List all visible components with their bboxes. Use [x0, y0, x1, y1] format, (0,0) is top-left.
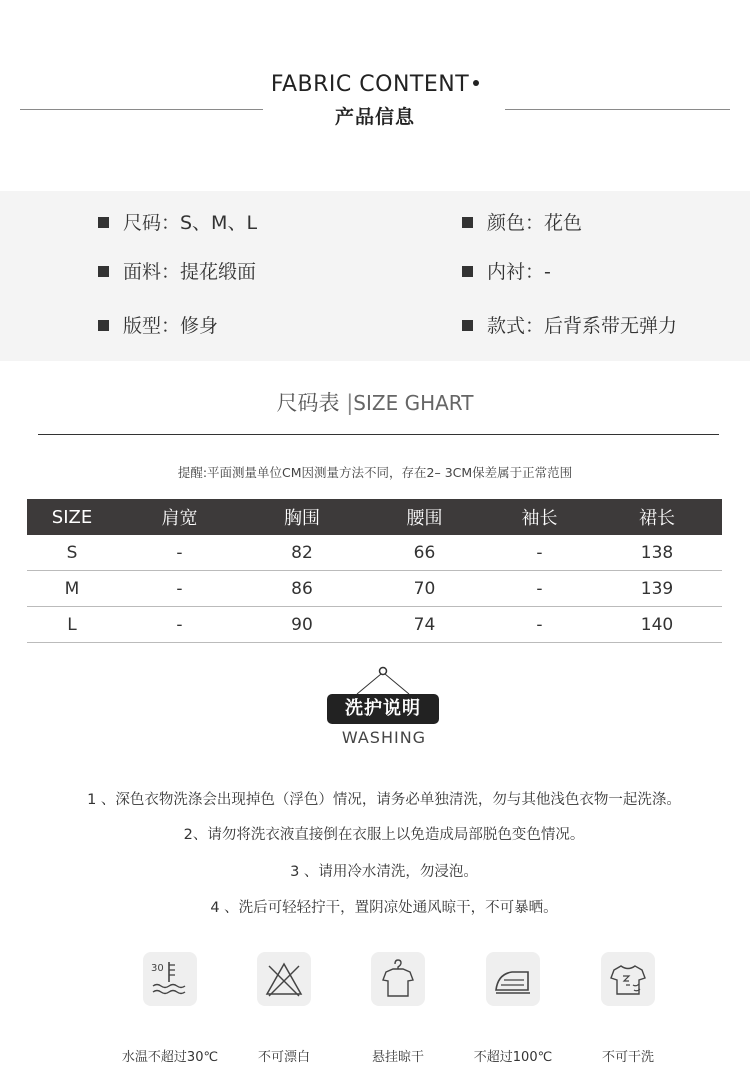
table-cell: -: [176, 614, 183, 635]
size-table: [27, 499, 722, 643]
table-cell: 86: [291, 578, 313, 599]
table-cell: -: [536, 578, 543, 599]
care-instruction: 2、请勿将洗衣液直接倒在衣服上以免造成局部脱色变色情况。: [183, 827, 585, 843]
table-cell: 82: [291, 542, 313, 563]
washing-title: 洗护说明: [345, 698, 421, 719]
wash-30-icon: [143, 952, 197, 1006]
square-bullet-icon: [98, 266, 109, 277]
care-instruction: 3 、请用冷水清洗，勿浸泡。: [290, 864, 478, 880]
measurement-reminder: 提醒:平面测量单位CM因测量方法不同，存在2– 3CM保差属于正常范围: [177, 465, 573, 480]
size-chart-title: 尺码表 |SIZE GHART: [276, 391, 474, 415]
table-cell: 139: [640, 578, 674, 599]
fabric-content-title: FABRIC CONTENT: [270, 72, 470, 97]
washing-subtitle: WASHING: [341, 728, 427, 747]
care-instruction: 4 、洗后可轻轻拧干，置阴凉处通风晾干，不可暴晒。: [210, 900, 558, 916]
table-cell: 138: [640, 542, 674, 563]
table-cell: -: [536, 614, 543, 635]
table-row: [27, 571, 722, 607]
info-color: 颜色：花色: [462, 208, 582, 235]
column-header: SIZE: [51, 506, 93, 528]
square-bullet-icon: [462, 320, 473, 331]
product-info-panel: [0, 191, 750, 361]
title-separator: |: [346, 391, 354, 415]
info-style: 款式：后背系带无弹力: [462, 311, 677, 338]
section-title-en: [0, 72, 750, 97]
no-dry-clean-icon: [601, 952, 655, 1006]
info-fabric: 面料：提花缎面: [98, 257, 256, 284]
table-cell: -: [176, 542, 183, 563]
table-cell: 140: [640, 614, 674, 635]
column-header: 裙长: [639, 508, 675, 529]
column-header: 肩宽: [161, 508, 198, 529]
care-icon-label: 不超过100℃: [473, 1050, 553, 1065]
column-header: 腰围: [406, 508, 443, 529]
table-cell: M: [64, 578, 80, 599]
table-cell: 74: [413, 614, 436, 635]
square-bullet-icon: [462, 266, 473, 277]
care-icon-label: 不可干洗: [601, 1050, 654, 1065]
section-title-cn: 产品信息: [334, 106, 415, 128]
info-fit: 版型：修身: [98, 311, 218, 338]
care-icon-label: 悬挂晾干: [371, 1050, 424, 1065]
table-row: [27, 607, 722, 643]
table-cell: L: [67, 614, 77, 635]
bullet-dot-icon: [473, 80, 479, 86]
table-cell: 90: [291, 614, 313, 635]
table-row: [27, 535, 722, 571]
care-icon-label: 不可漂白: [257, 1050, 310, 1065]
column-header: 胸围: [284, 508, 320, 529]
iron-icon: [486, 952, 540, 1006]
square-bullet-icon: [462, 217, 473, 228]
care-icon-label: 水温不超过30℃: [121, 1050, 219, 1065]
size-chart-divider: [38, 434, 719, 435]
table-cell: -: [536, 542, 543, 563]
table-header: [27, 499, 722, 535]
care-instruction: 1 、深色衣物洗涤会出现掉色（浮色）情况，请务必单独清洗，勿与其他浅色衣物一起洗涤。: [87, 792, 681, 808]
table-cell: 70: [413, 578, 436, 599]
hang-dry-icon: [371, 952, 425, 1006]
square-bullet-icon: [98, 217, 109, 228]
table-cell: S: [66, 542, 78, 563]
svg-text:30: 30: [151, 963, 164, 974]
table-cell: 66: [413, 542, 436, 563]
info-lining: 内衬：-: [462, 257, 551, 284]
no-bleach-icon: [257, 952, 311, 1006]
square-bullet-icon: [98, 320, 109, 331]
column-header: 袖长: [521, 508, 558, 529]
info-size: 尺码：S、M、L: [98, 208, 257, 235]
table-cell: -: [176, 578, 183, 599]
